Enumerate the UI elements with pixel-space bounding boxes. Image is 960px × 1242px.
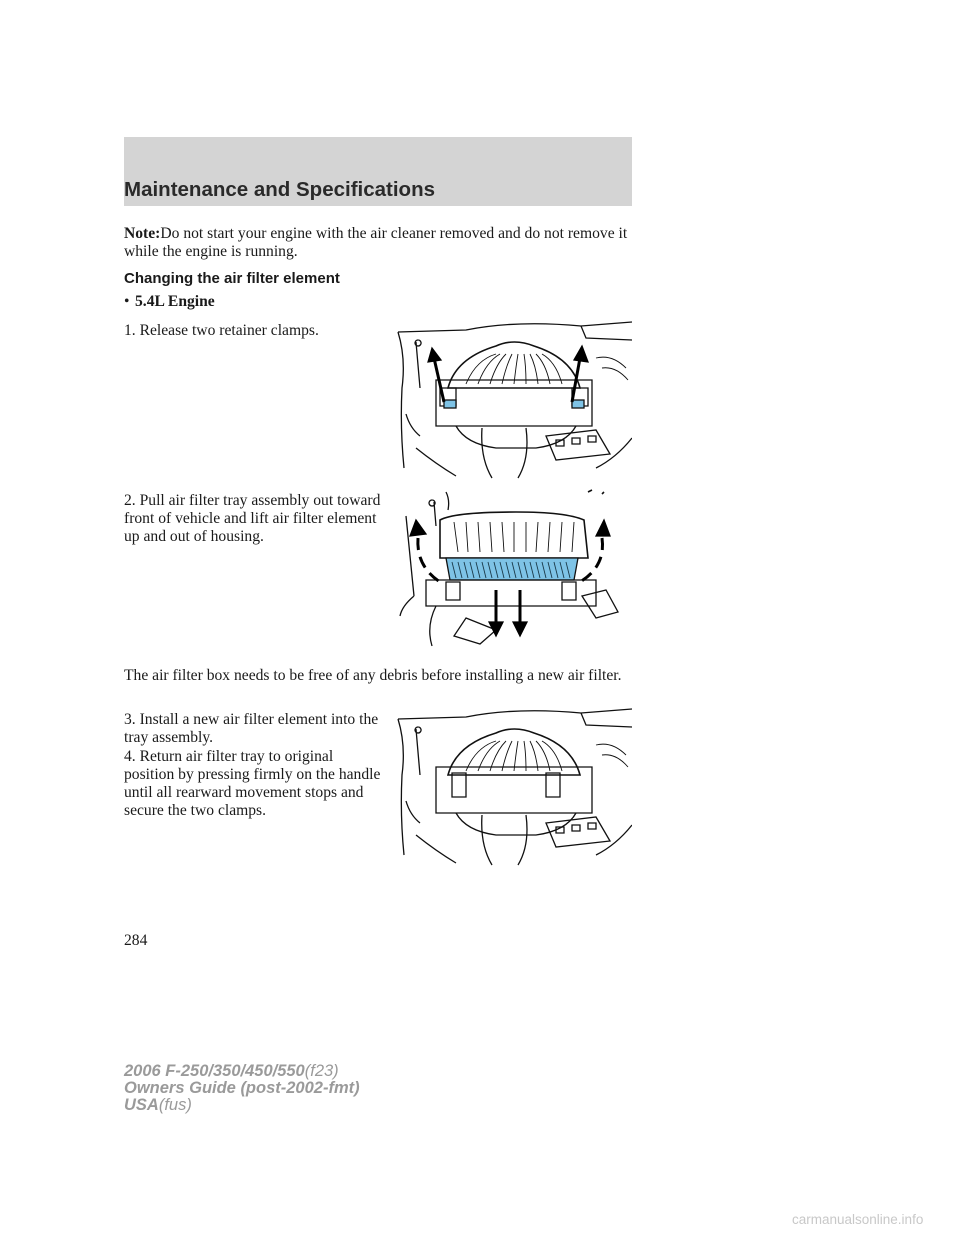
- figure-release-clamps: [396, 318, 632, 480]
- figure-install-tray: [396, 705, 632, 867]
- step-4: 4. Return air filter tray to original position by pressing firmly on the handle until all rearward movement stops and secure the two clamps.: [124, 748, 381, 819]
- footer-guide: Owners Guide (post-2002-fmt): [124, 1079, 360, 1097]
- step-1: 1. Release two retainer clamps.: [124, 322, 319, 339]
- arrow-lift-right-head: [596, 520, 610, 536]
- bullet-marker: •: [124, 293, 130, 310]
- footer-line-3: [124, 1097, 360, 1114]
- arrow-right-head: [574, 346, 588, 362]
- page-number: 284: [124, 932, 148, 949]
- note-label: Note:: [124, 225, 161, 242]
- note-paragraph: [124, 225, 634, 261]
- page-title: Maintenance and Specifications: [124, 178, 435, 201]
- arrow-left-head: [428, 348, 441, 362]
- footer-model-code: (f23): [304, 1062, 339, 1080]
- figure-pull-tray: [396, 486, 632, 648]
- debris-note: The air filter box needs to be free of any debris before installing a new air filter.: [124, 667, 622, 684]
- arrow-lift-left: [418, 538, 440, 582]
- arrow-lift-right: [580, 538, 603, 582]
- clamp-right-highlight: [572, 400, 584, 408]
- footer-market: USA: [124, 1096, 159, 1114]
- footer-line-2: [124, 1080, 360, 1097]
- watermark[interactable]: carmanualsonline.info: [792, 1212, 924, 1227]
- step-2: 2. Pull air filter tray assembly out toward front of vehicle and lift air filter element up and out of housing.: [124, 492, 381, 545]
- section-heading: Changing the air filter element: [124, 270, 340, 287]
- footer-market-code: (fus): [158, 1096, 192, 1114]
- step-3: 3. Install a new air filter element into the tray assembly.: [124, 711, 379, 746]
- footer-line-1: [124, 1063, 360, 1080]
- clamp-left-highlight: [444, 400, 456, 408]
- note-text: Do not start your engine with the air cleaner removed and do not remove it while the engine is running.: [124, 225, 628, 260]
- bullet-text: 5.4L Engine: [135, 293, 215, 310]
- footer: [124, 1063, 360, 1114]
- footer-model: 2006 F-250/350/450/550: [124, 1062, 305, 1080]
- arrow-lift-left-head: [410, 520, 426, 536]
- bullet-item: [124, 293, 215, 311]
